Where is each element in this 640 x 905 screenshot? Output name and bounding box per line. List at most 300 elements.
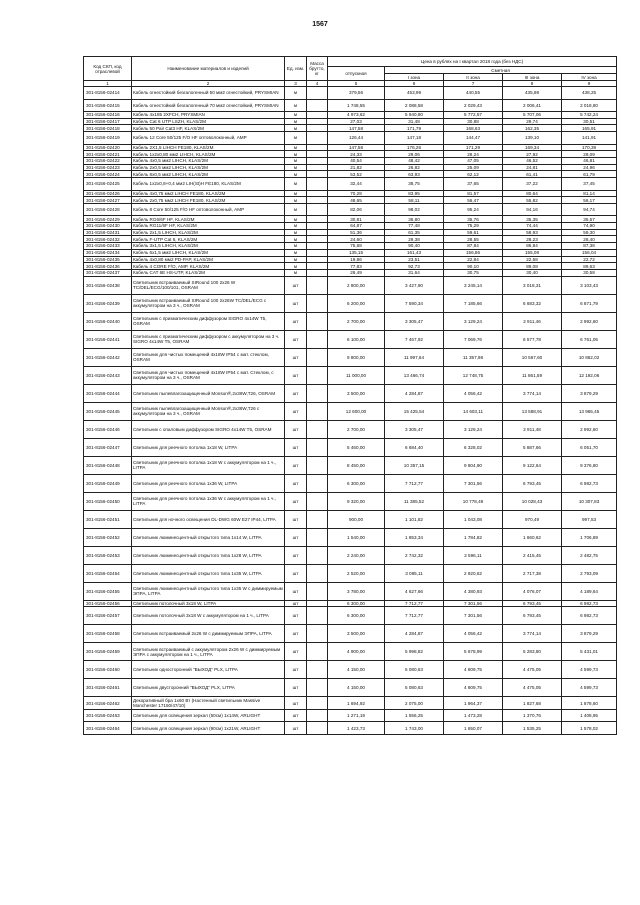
item-code: 301-8156-02434 [84, 249, 132, 256]
price-zone-4: 87,38 [562, 243, 617, 250]
table-row [84, 223, 617, 230]
price-sales: 9 800,00 [328, 348, 385, 366]
table-row [84, 366, 617, 384]
price-zone-3: 28,23 [503, 236, 562, 243]
price-zone-1: 3 305,47 [385, 312, 444, 330]
price-zone-2: 171,29 [444, 144, 503, 151]
price-zone-4: 2 992,60 [562, 312, 617, 330]
price-zone-2: 28,24 [444, 151, 503, 158]
price-zone-4: 1 878,60 [562, 697, 617, 710]
item-mass [307, 348, 328, 366]
price-zone-3: 139,10 [503, 132, 562, 145]
item-unit: м [285, 229, 307, 236]
item-code: 301-8156-02435 [84, 256, 132, 263]
item-mass [307, 197, 328, 204]
item-unit: шт [285, 456, 307, 474]
item-mass [307, 438, 328, 456]
item-code: 301-8156-02432 [84, 236, 132, 243]
item-mass [307, 132, 328, 145]
item-mass [307, 546, 328, 564]
item-code: 301-8156-02445 [84, 402, 132, 420]
price-zone-4: 3 103,43 [562, 276, 617, 294]
price-zone-3: 30,40 [503, 269, 562, 276]
table-row [84, 330, 617, 348]
item-name: Светильник двусторонний "ВЫХОД" PLX, LITPA [132, 679, 285, 697]
price-zone-1: 90,40 [385, 243, 444, 250]
price-zone-3: 970,49 [503, 510, 562, 528]
item-code: 301-8156-02449 [84, 474, 132, 492]
price-zone-4: 94,74 [562, 203, 617, 216]
price-zone-4: 4 599,73 [562, 661, 617, 679]
price-sales: 9 320,00 [328, 492, 385, 510]
item-unit: шт [285, 600, 307, 607]
item-name: Кабель 4 CORE F/O, AMP, KLAS/2M [132, 263, 285, 270]
price-zone-4: 59,30 [562, 229, 617, 236]
price-zone-4: 3 879,29 [562, 625, 617, 643]
price-zone-3: 46,52 [503, 157, 562, 164]
price-zone-1: 7 712,77 [385, 474, 444, 492]
header-name: Наименование материалов и изделий [132, 57, 285, 81]
item-unit: м [285, 164, 307, 171]
item-unit: шт [285, 709, 307, 722]
item-mass [307, 679, 328, 697]
item-code: 301-8156-02415 [84, 99, 132, 112]
price-zone-3: 4 475,05 [503, 661, 562, 679]
item-unit: м [285, 178, 307, 191]
price-sales: 53,52 [328, 171, 385, 178]
item-mass [307, 223, 328, 230]
table-row [84, 249, 617, 256]
item-code: 301-8156-02436 [84, 263, 132, 270]
item-name: Кабель 2х0,5 мм2 LIHCH, KLAS/2M [132, 164, 285, 171]
table-row [84, 492, 617, 510]
price-zone-1: 26,82 [385, 164, 444, 171]
table-row [84, 625, 617, 643]
item-name: Кабель 1х2х0,80 мм2 LIHCH, KLAS/2M [132, 151, 285, 158]
item-name: Кабель RG11/6F HF, KLAS/2M [132, 223, 285, 230]
price-sales: 82,06 [328, 203, 385, 216]
item-unit: шт [285, 564, 307, 582]
price-zone-1: 6 684,40 [385, 438, 444, 456]
price-zone-1: 3 085,11 [385, 564, 444, 582]
table-row [84, 190, 617, 197]
item-code: 301-8156-02462 [84, 697, 132, 710]
price-zone-1: 61,35 [385, 229, 444, 236]
table-row [84, 722, 617, 735]
price-zone-3: 86,84 [503, 243, 562, 250]
price-zone-3: 155,08 [503, 249, 562, 256]
price-sales: 5 460,00 [328, 438, 385, 456]
price-sales: 19,86 [328, 256, 385, 263]
price-zone-2: 3 129,24 [444, 420, 503, 438]
item-mass [307, 243, 328, 250]
price-zone-2: 95,24 [444, 203, 503, 216]
item-unit: шт [285, 276, 307, 294]
price-zone-3: 5 887,66 [503, 438, 562, 456]
price-zone-2: 59,61 [444, 229, 503, 236]
price-zone-3: 4 475,05 [503, 679, 562, 697]
header-zone-1: I зона [385, 74, 444, 81]
item-mass [307, 144, 328, 151]
table-row [84, 474, 617, 492]
price-zone-1: 4 284,87 [385, 625, 444, 643]
item-mass [307, 330, 328, 348]
item-name: Кабель 4х185 2XFCH, PRYSMIAN [132, 112, 285, 119]
item-code: 301-8156-02419 [84, 132, 132, 145]
item-mass [307, 722, 328, 735]
item-unit: шт [285, 582, 307, 600]
item-unit: м [285, 87, 307, 100]
price-sales: 24,60 [328, 236, 385, 243]
item-name: Светильник пылевлагозащищенный Monsun®,2х36W,T26, OSRAM [132, 384, 285, 402]
item-mass [307, 269, 328, 276]
price-sales: 2 700,00 [328, 420, 385, 438]
price-zone-1: 5 080,63 [385, 661, 444, 679]
price-zone-2: 7 301,56 [444, 474, 503, 492]
column-index: 2 [132, 81, 285, 87]
price-zone-1: 7 467,92 [385, 330, 444, 348]
item-unit: шт [285, 510, 307, 528]
price-zone-3: 74,44 [503, 223, 562, 230]
price-zone-3: 1 535,25 [503, 722, 562, 735]
item-unit: м [285, 112, 307, 119]
price-zone-3: 89,08 [503, 263, 562, 270]
price-zone-4: 74,90 [562, 223, 617, 230]
price-zone-3: 2 911,46 [503, 312, 562, 330]
item-name: Светильник с призматическим диффузором SIGRO 4х14W T5, OSRAM [132, 312, 285, 330]
table-row [84, 456, 617, 474]
item-code: 301-8156-02461 [84, 679, 132, 697]
table-row [84, 118, 617, 125]
price-zone-4: 46,81 [562, 157, 617, 164]
price-zone-1: 1 556,25 [385, 709, 444, 722]
price-zone-2: 90,10 [444, 263, 503, 270]
item-name: Кабель огнестойкий безгалогенный 50 мм2 огнестойкий, PRYSMIAN [132, 87, 285, 100]
item-code: 301-8156-02418 [84, 125, 132, 132]
item-unit: шт [285, 420, 307, 438]
price-zone-3: 3 774,14 [503, 384, 562, 402]
price-zone-4: 997,53 [562, 510, 617, 528]
price-zone-1: 77,48 [385, 223, 444, 230]
price-sales: 1 748,55 [328, 99, 385, 112]
price-zone-4: 89,63 [562, 263, 617, 270]
price-zone-4: 28,09 [562, 151, 617, 158]
item-mass [307, 582, 328, 600]
price-zone-2: 3 245,14 [444, 276, 503, 294]
price-sales: 3 500,00 [328, 625, 385, 643]
price-zone-1: 2 075,00 [385, 697, 444, 710]
price-zone-3: 5 707,06 [503, 112, 562, 119]
table-row [84, 384, 617, 402]
price-zone-1: 5 080,63 [385, 679, 444, 697]
price-zone-4: 2 018,80 [562, 99, 617, 112]
price-sales: 21,82 [328, 164, 385, 171]
item-mass [307, 99, 328, 112]
price-sales: 2 800,00 [328, 276, 385, 294]
price-zone-2: 440,55 [444, 87, 503, 100]
price-zone-2: 30,88 [444, 118, 503, 125]
item-code: 301-8156-02450 [84, 492, 132, 510]
table-row [84, 99, 617, 112]
item-unit: м [285, 144, 307, 151]
item-name: Светильник для чистых помещений 4х18W IP54 с мат. стеклом, OSRAM [132, 348, 285, 366]
item-unit: шт [285, 402, 307, 420]
price-zone-1: 171,79 [385, 125, 444, 132]
price-sales: 11 000,00 [328, 366, 385, 384]
price-sales: 2 700,00 [328, 312, 385, 330]
item-name: Светильник для чистых помещений 4х18W IP54 с мат. Стеклом, с аккумулятором на 3 ч., OSRAM [132, 366, 285, 384]
item-code: 301-8156-02438 [84, 276, 132, 294]
item-mass [307, 600, 328, 607]
item-code: 301-8156-02447 [84, 438, 132, 456]
item-name: Кабель 8 Core 50/125 F/O HF оптоволоконный, AMP [132, 203, 285, 216]
item-code: 301-8156-02426 [84, 190, 132, 197]
item-unit: шт [285, 625, 307, 643]
item-code: 301-8156-02423 [84, 164, 132, 171]
price-sales: 75,68 [328, 243, 385, 250]
price-zone-4: 3 879,29 [562, 384, 617, 402]
item-code: 301-8156-02446 [84, 420, 132, 438]
price-zone-1: 5 940,80 [385, 112, 444, 119]
price-sales: 2 240,00 [328, 546, 385, 564]
price-zone-3: 6 683,32 [503, 294, 562, 312]
item-name: Кабель 12 Core 50/125 F/O HF оптоволоконный, AMP [132, 132, 285, 145]
item-mass [307, 402, 328, 420]
price-zone-3: 3 774,14 [503, 625, 562, 643]
price-zone-2: 6 328,02 [444, 438, 503, 456]
price-zone-4: 1 408,95 [562, 709, 617, 722]
item-code: 301-8156-02424 [84, 171, 132, 178]
price-zone-4: 2 482,75 [562, 546, 617, 564]
item-mass [307, 256, 328, 263]
item-code: 301-8156-02428 [84, 203, 132, 216]
item-unit: м [285, 236, 307, 243]
item-name: Кабель RG6/6F HF, KLAS/2M [132, 216, 285, 223]
item-name: Кабель 4х0,5 мм2 LIHCH, KLAS/2M [132, 157, 285, 164]
price-sales: 4 150,00 [328, 679, 385, 697]
table-row [84, 87, 617, 100]
price-zone-2: 4 056,42 [444, 625, 503, 643]
price-zone-1: 29,38 [385, 236, 444, 243]
price-zone-1: 48,42 [385, 157, 444, 164]
item-code: 301-8156-02427 [84, 197, 132, 204]
price-zone-4: 141,91 [562, 132, 617, 145]
price-zone-2: 56,47 [444, 197, 503, 204]
price-zone-1: 98,02 [385, 203, 444, 216]
item-mass [307, 151, 328, 158]
table-row [84, 679, 617, 697]
price-sales: 51,36 [328, 229, 385, 236]
table-row [84, 144, 617, 151]
item-name: Светильник для реечного потолка 1х18 W, LITPA [132, 438, 285, 456]
item-mass [307, 87, 328, 100]
price-zone-3: 11 861,59 [503, 366, 562, 384]
table-row [84, 510, 617, 528]
price-zone-4: 37,45 [562, 178, 617, 191]
price-zone-4: 6 982,73 [562, 600, 617, 607]
item-name: Светильник люминесцентный открытого типа 1х35 W с диммируемым ЭПРА, LITPA [132, 582, 285, 600]
price-zone-4: 22,72 [562, 256, 617, 263]
item-code: 301-8156-02460 [84, 661, 132, 679]
item-name: Светильник для освещения зеркал (50см) 1х14W, ARLIGHT [132, 709, 285, 722]
item-unit: м [285, 132, 307, 145]
item-unit: шт [285, 330, 307, 348]
item-code: 301-8156-02453 [84, 546, 132, 564]
price-zone-4: 10 862,02 [562, 348, 617, 366]
price-sales: 4 900,00 [328, 643, 385, 661]
item-unit: м [285, 197, 307, 204]
item-code: 301-8156-02444 [84, 384, 132, 402]
price-zone-2: 25,09 [444, 164, 503, 171]
price-zone-1: 11 385,52 [385, 492, 444, 510]
item-unit: м [285, 269, 307, 276]
item-code: 301-8156-02455 [84, 582, 132, 600]
price-zone-2: 81,57 [444, 190, 503, 197]
item-name: Светильник люминесцентный открытого типа 1х14 W, LITPA [132, 528, 285, 546]
item-name: Светильник пылевлагозащищенный Monsun®,2х36W,T26 с аккумулятором на 3 ч., OSRAM [132, 402, 285, 420]
price-zone-3: 2 415,45 [503, 546, 562, 564]
item-name: Кабель 2х0,75 мм2 LIHCH FE180, KLAS/2M [132, 197, 285, 204]
price-zone-1: 31,48 [385, 118, 444, 125]
price-zone-2: 10 778,49 [444, 492, 503, 510]
price-zone-3: 169,34 [503, 144, 562, 151]
price-zone-2: 2 029,43 [444, 99, 503, 112]
table-row [84, 164, 617, 171]
price-zone-1: 1 853,34 [385, 528, 444, 546]
price-sales: 135,15 [328, 249, 385, 256]
header-code: Код СКП, код отраслевой [84, 57, 132, 81]
item-mass [307, 229, 328, 236]
item-unit: шт [285, 607, 307, 625]
item-name: Светильник с опаловым диффузором SIGRO 4х14W T5, OSRAM [132, 420, 285, 438]
item-code: 301-8156-02452 [84, 528, 132, 546]
price-sales: 24,33 [328, 151, 385, 158]
item-code: 301-8156-02441 [84, 330, 132, 348]
price-sales: 1 540,00 [328, 528, 385, 546]
price-zone-2: 62,12 [444, 171, 503, 178]
table-row [84, 420, 617, 438]
price-zone-3: 10 567,60 [503, 348, 562, 366]
price-sales: 6 200,00 [328, 294, 385, 312]
price-zone-3: 1 827,68 [503, 697, 562, 710]
item-code: 301-8156-02463 [84, 709, 132, 722]
table-row [84, 276, 617, 294]
price-zone-3: 29,74 [503, 118, 562, 125]
price-zone-1: 7 590,34 [385, 294, 444, 312]
price-zone-2: 1 784,82 [444, 528, 503, 546]
table-row [84, 312, 617, 330]
price-zone-2: 5 678,99 [444, 643, 503, 661]
item-name: Светильник для реечного потолка 1х36 W с аккумулятором на 1 ч., LITPA [132, 492, 285, 510]
price-sales: 6 300,00 [328, 474, 385, 492]
item-name: Светильник встраиваемый с аккумулятором 2х26 W с диммируемым ЭПРА с аккумулятором на 1 ч., LITPA [132, 643, 285, 661]
header-zone-4: IV зона [562, 74, 617, 81]
price-sales: 77,83 [328, 263, 385, 270]
price-zone-2: 144,47 [444, 132, 503, 145]
item-unit: шт [285, 366, 307, 384]
table-row [84, 348, 617, 366]
page-number: 1567 [312, 21, 328, 28]
price-zone-2: 156,86 [444, 249, 503, 256]
price-zone-1: 58,11 [385, 197, 444, 204]
table-row [84, 157, 617, 164]
table-row [84, 661, 617, 679]
price-zone-3: 2 717,38 [503, 564, 562, 582]
item-mass [307, 125, 328, 132]
item-name: Светильник потолочный 3х18 W с аккумулятором на 1 ч., LITPA [132, 607, 285, 625]
item-unit: м [285, 171, 307, 178]
header-price-group: Цена в рублях на I квартал 2018 года (без НДС) [328, 57, 617, 67]
price-zone-2: 87,84 [444, 243, 503, 250]
item-mass [307, 276, 328, 294]
price-zone-3: 27,92 [503, 151, 562, 158]
price-sales: 3 780,00 [328, 582, 385, 600]
price-sales: 12 600,00 [328, 402, 385, 420]
table-row [84, 582, 617, 600]
item-name: Светильник односторонний "ВЫХОД" PLX, LITPA [132, 661, 285, 679]
price-zone-2: 4 056,42 [444, 384, 503, 402]
item-name: Светильник для освещения зеркал (90см) 1х21W, ARLIGHT [132, 722, 285, 735]
table-row [84, 229, 617, 236]
item-unit: м [285, 99, 307, 112]
item-code: 301-8156-02433 [84, 243, 132, 250]
item-unit: м [285, 249, 307, 256]
price-zone-4: 6 761,05 [562, 330, 617, 348]
price-zone-4: 6 871,79 [562, 294, 617, 312]
price-zone-3: 58,93 [503, 229, 562, 236]
item-name: Светильник с призматическим диффузором с аккумулятором на 3 ч. SIGRO 4х14W T5, OSRAM [132, 330, 285, 348]
price-zone-2: 4 809,75 [444, 679, 503, 697]
price-zone-4: 5 742,24 [562, 112, 617, 119]
item-unit: м [285, 243, 307, 250]
item-name: Светильник люминесцентный открытого типа 1х28 W, LITPA [132, 546, 285, 564]
price-zone-3: 6 793,45 [503, 607, 562, 625]
price-zone-3: 1 370,76 [503, 709, 562, 722]
item-mass [307, 366, 328, 384]
item-code: 301-8156-02458 [84, 625, 132, 643]
table-row [84, 236, 617, 243]
item-name: Кабель 8х0,5 мм2 LIHCH, KLAS/2M [132, 171, 285, 178]
price-zone-3: 162,35 [503, 125, 562, 132]
price-zone-3: 6 577,78 [503, 330, 562, 348]
item-code: 301-8156-02431 [84, 229, 132, 236]
table-row [84, 402, 617, 420]
header-mass: Масса брутто, кг [307, 57, 328, 81]
price-zone-1: 453,99 [385, 87, 444, 100]
price-sales: 3 500,00 [328, 384, 385, 402]
price-zone-4: 170,39 [562, 144, 617, 151]
item-code: 301-8156-02429 [84, 216, 132, 223]
price-sales: 4 150,00 [328, 661, 385, 679]
item-mass [307, 474, 328, 492]
price-table-container [83, 56, 616, 735]
price-zone-2: 7 301,56 [444, 600, 503, 607]
item-mass [307, 510, 328, 528]
item-code: 301-8156-02442 [84, 348, 132, 366]
item-name: Светильник встраиваемый SIRound 100 2х26 W TC/DEL/ECG/100/101, OSRAM [132, 276, 285, 294]
price-zone-4: 165,91 [562, 125, 617, 132]
item-code: 301-8156-02421 [84, 151, 132, 158]
table-row [84, 203, 617, 216]
item-code: 301-8156-02457 [84, 607, 132, 625]
item-name: Кабель F-UTP Cat 6, KLAS/2M [132, 236, 285, 243]
price-sales: 27,03 [328, 118, 385, 125]
price-zone-3: 5 283,80 [503, 643, 562, 661]
item-mass [307, 420, 328, 438]
item-name: Светильник встраиваемый SIRound 100 2х26W TC/DEL/ECG с аккумулятором на 3 ч., OSRAM [132, 294, 285, 312]
price-zone-1: 4 627,66 [385, 582, 444, 600]
price-zone-2: 1 964,37 [444, 697, 503, 710]
